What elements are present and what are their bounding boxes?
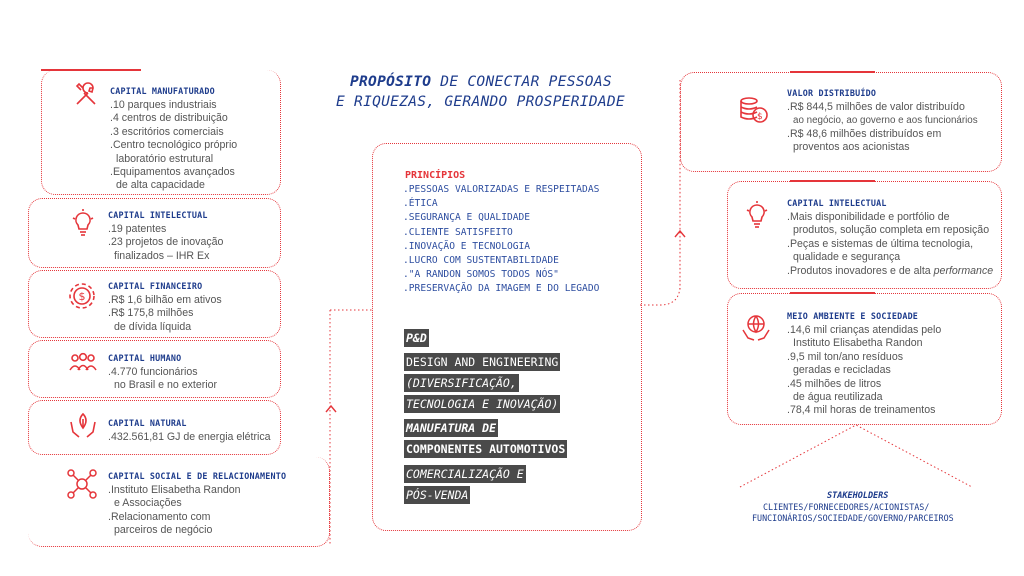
item: de dívida líquida — [114, 320, 192, 333]
manufatura-line2: COMPONENTES AUTOMOTIVOS — [406, 442, 566, 456]
section-capital-financeiro — [108, 281, 222, 334]
stakeholders-line1: CLIENTES/FORNECEDORES/ACIONISTAS/ — [763, 502, 930, 512]
item: .R$ 48,6 milhões distribuídos em — [787, 127, 942, 140]
principios-list — [403, 183, 599, 297]
item: .19 patentes — [108, 223, 167, 235]
item: .45 milhões de litros — [787, 377, 882, 390]
item: geradas e recicladas — [793, 364, 891, 377]
principio-item: .SEGURANÇA E QUALIDADE — [403, 212, 531, 224]
accent-bar — [41, 69, 141, 71]
item: laboratório estrutural — [116, 152, 214, 165]
stakeholders-line2: FUNCIONÁRIOS/SOCIEDADE/GOVERNO/PARCEIROS — [752, 513, 954, 523]
tools-icon — [71, 80, 101, 110]
section-capital-natural — [108, 418, 271, 444]
item: qualidade e segurança — [793, 251, 901, 264]
comercializacao-line2: PÓS-VENDA — [406, 488, 469, 502]
stakeholders-title: STAKEHOLDERS — [827, 491, 889, 501]
item: .R$ 844,5 milhões de valor distribuído — [787, 101, 965, 113]
item: .Instituto Elisabetha Randon — [108, 484, 241, 496]
section-capital-humano — [108, 353, 217, 393]
item: proventos aos acionistas — [793, 141, 910, 154]
item: .4.770 funcionários — [108, 366, 198, 378]
section-title: CAPITAL SOCIAL E DE RELACIONAMENTO — [108, 471, 287, 481]
item: .Centro tecnológico próprio — [110, 139, 238, 152]
section-title: CAPITAL HUMANO — [108, 353, 182, 363]
section-title: MEIO AMBIENTE E SOCIEDADE — [787, 311, 919, 321]
item: .Peças e sistemas de última tecnologia, — [787, 237, 974, 250]
principio-item: .PESSOAS VALORIZADAS E RESPEITADAS — [403, 184, 600, 195]
item-italic: performance — [933, 264, 994, 277]
hands-leaf-icon — [68, 410, 98, 440]
design-line2: (DIVERSIFICAÇÃO, — [406, 376, 517, 390]
item: .78,4 mil horas de treinamentos — [787, 404, 936, 417]
lightbulb-icon — [68, 208, 98, 238]
purpose-title-bold: PROPÓSITO — [350, 74, 432, 90]
item: .9,5 mil ton/ano resíduos — [787, 350, 904, 363]
manufatura-line1: MANUFATURA DE — [406, 421, 497, 435]
svg-text:$: $ — [757, 112, 763, 122]
item: no Brasil e no exterior — [114, 379, 218, 392]
section-capital-intelectual-left — [108, 210, 223, 263]
item: .R$ 175,8 milhões — [108, 307, 194, 320]
coins-icon — [738, 95, 768, 125]
pd-label: P&D — [406, 331, 427, 345]
accent-bar — [790, 71, 875, 73]
lightbulb-icon — [742, 200, 772, 230]
section-title: CAPITAL NATURAL — [108, 418, 187, 428]
svg-text:$: $ — [78, 290, 86, 303]
section-title: CAPITAL INTELECTUAL — [108, 210, 208, 220]
item: produtos, solução completa em reposição — [793, 224, 990, 237]
accent-bar — [790, 180, 875, 182]
purpose-title-line1 — [350, 74, 612, 90]
principio-item: .ÉTICA — [403, 198, 438, 210]
item: .3 escritórios comerciais — [110, 125, 224, 138]
principio-item: .LUCRO COM SUSTENTABILIDADE — [403, 255, 559, 267]
principio-item: .INOVAÇÃO E TECNOLOGIA — [403, 240, 531, 252]
section-capital-social — [108, 471, 286, 538]
section-title: CAPITAL FINANCEIRO — [108, 281, 203, 291]
money-gear-icon — [67, 281, 97, 311]
item: .4 centros de distribuição — [110, 112, 228, 125]
item: .R$ 1,6 bilhão em ativos — [108, 294, 222, 306]
item: .10 parques industriais — [110, 99, 217, 111]
network-icon — [66, 468, 96, 498]
purpose-title-rest: DE CONECTAR PESSOAS — [431, 74, 612, 90]
item: finalizados – IHR Ex — [114, 249, 210, 262]
item: de alta capacidade — [116, 179, 205, 192]
item: Instituto Elisabetha Randon — [793, 337, 923, 350]
section-valor-distribuido — [787, 88, 978, 155]
section-title: CAPITAL MANUFATURADO — [110, 86, 215, 96]
item — [787, 265, 993, 278]
people-icon — [68, 348, 98, 378]
purpose-title-line2: E RIQUEZAS, GERANDO PROSPERIDADE — [336, 94, 625, 110]
item: .Relacionamento com — [108, 510, 211, 523]
principios-title: PRINCÍPIOS — [405, 170, 466, 181]
section-title: CAPITAL INTELECTUAL — [787, 198, 887, 208]
item: parceiros de negócio — [114, 524, 213, 537]
design-line3: TECNOLOGIA E INOVAÇÃO) — [406, 397, 559, 411]
globe-hands-icon — [740, 312, 770, 342]
section-title: VALOR DISTRIBUÍDO — [787, 88, 877, 98]
item: .Equipamentos avançados — [110, 166, 235, 179]
item: .Mais disponibilidade e portfólio de — [787, 211, 950, 223]
principio-item: .CLIENTE SATISFEITO — [403, 226, 513, 238]
comercializacao-line1: COMERCIALIZAÇÃO E — [406, 467, 524, 481]
item: .23 projetos de inovação — [108, 236, 224, 249]
item: .14,6 mil crianças atendidas pelo — [787, 324, 942, 336]
section-capital-manufaturado — [110, 86, 237, 193]
item-text: .Produtos inovadores e de alta — [787, 264, 934, 277]
item: de água reutilizada — [793, 391, 883, 404]
section-capital-intelectual-right — [787, 198, 993, 278]
item: .432.561,81 GJ de energia elétrica — [108, 431, 271, 443]
principio-item: .PRESERVAÇÃO DA IMAGEM E DO LEGADO — [403, 283, 600, 295]
item: e Associações — [114, 497, 182, 510]
design-line1: DESIGN AND ENGINEERING — [406, 355, 559, 369]
section-meio-ambiente — [787, 311, 941, 418]
accent-bar — [790, 292, 875, 294]
item: ao negócio, ao governo e aos funcionários — [793, 115, 978, 127]
principio-item: ."A RANDON SOMOS TODOS NÓS" — [403, 269, 559, 281]
